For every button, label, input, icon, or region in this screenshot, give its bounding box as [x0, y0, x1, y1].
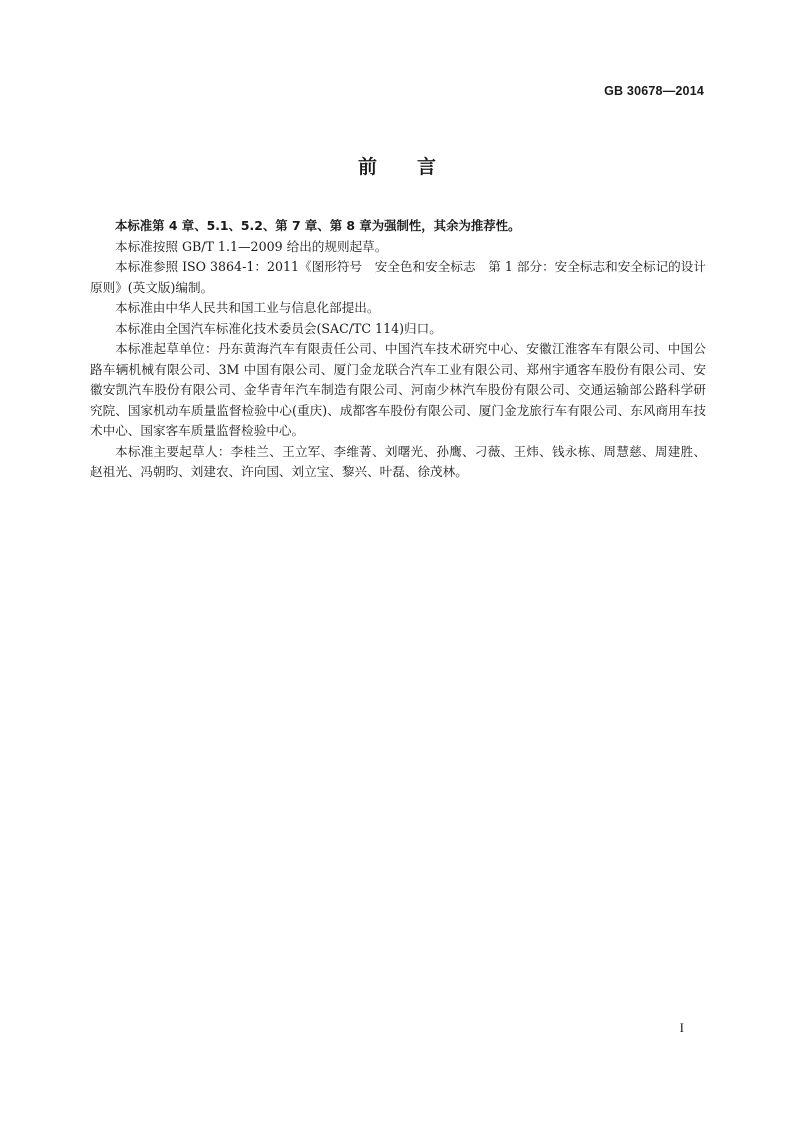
title-char-2: 言 [417, 156, 437, 178]
page-number: I [679, 1020, 684, 1035]
paragraph-mandatory-clauses: 本标准第 4 章、5.1、5.2、第 7 章、第 8 章为强制性，其余为推荐性。 [115, 218, 521, 233]
paragraph-proposer: 本标准由中华人民共和国工业与信息化部提出。 [115, 300, 380, 315]
paragraph-reference-standard: 本标准参照 ISO 3864-1：2011《图形符号 安全色和安全标志 第 1 部分：安全标志和安全标记的设计原则》(英文版)编制。 [90, 259, 706, 295]
paragraph-main-drafters: 本标准主要起草人：李桂兰、王立军、李维菁、刘曙光、孙鹰、刁薇、王炜、钱永栋、周慧慈、周建胜、赵祖光、冯朝昀、刘建农、许向国、刘立宝、黎兴、叶磊、徐茂林。 [90, 443, 706, 479]
standard-number: GB 30678—2014 [604, 84, 704, 98]
paragraph-technical-committee: 本标准由全国汽车标准化技术委员会(SAC/TC 114)归口。 [115, 320, 442, 336]
title-char-1: 前 [357, 156, 377, 178]
foreword-body [90, 216, 706, 483]
paragraph-drafting-units: 本标准起草单位：丹东黄海汽车有限责任公司、中国汽车技术研究中心、安徽江淮客车有限公司、中国公路车辆机械有限公司、3M 中国有限公司、厦门金龙联合汽车工业有限公司、郑州宇通客车股份有限公司、安徽安凯汽车股份有限公司、金华青年汽车制造有限公司、河南少林汽车股份有限公司、交通运输部公路科学研究院、国家机动车质量监督检验中心(重庆)、成都客车股份有限公司、厦门金龙旅行车有限公司、东风商用车技术中心、国家客车质量监督检验中心。 [90, 341, 706, 438]
page-title [0, 152, 794, 179]
paragraph-drafting-rules: 本标准按照 GB/T 1.1—2009 给出的规则起草。 [115, 238, 388, 254]
